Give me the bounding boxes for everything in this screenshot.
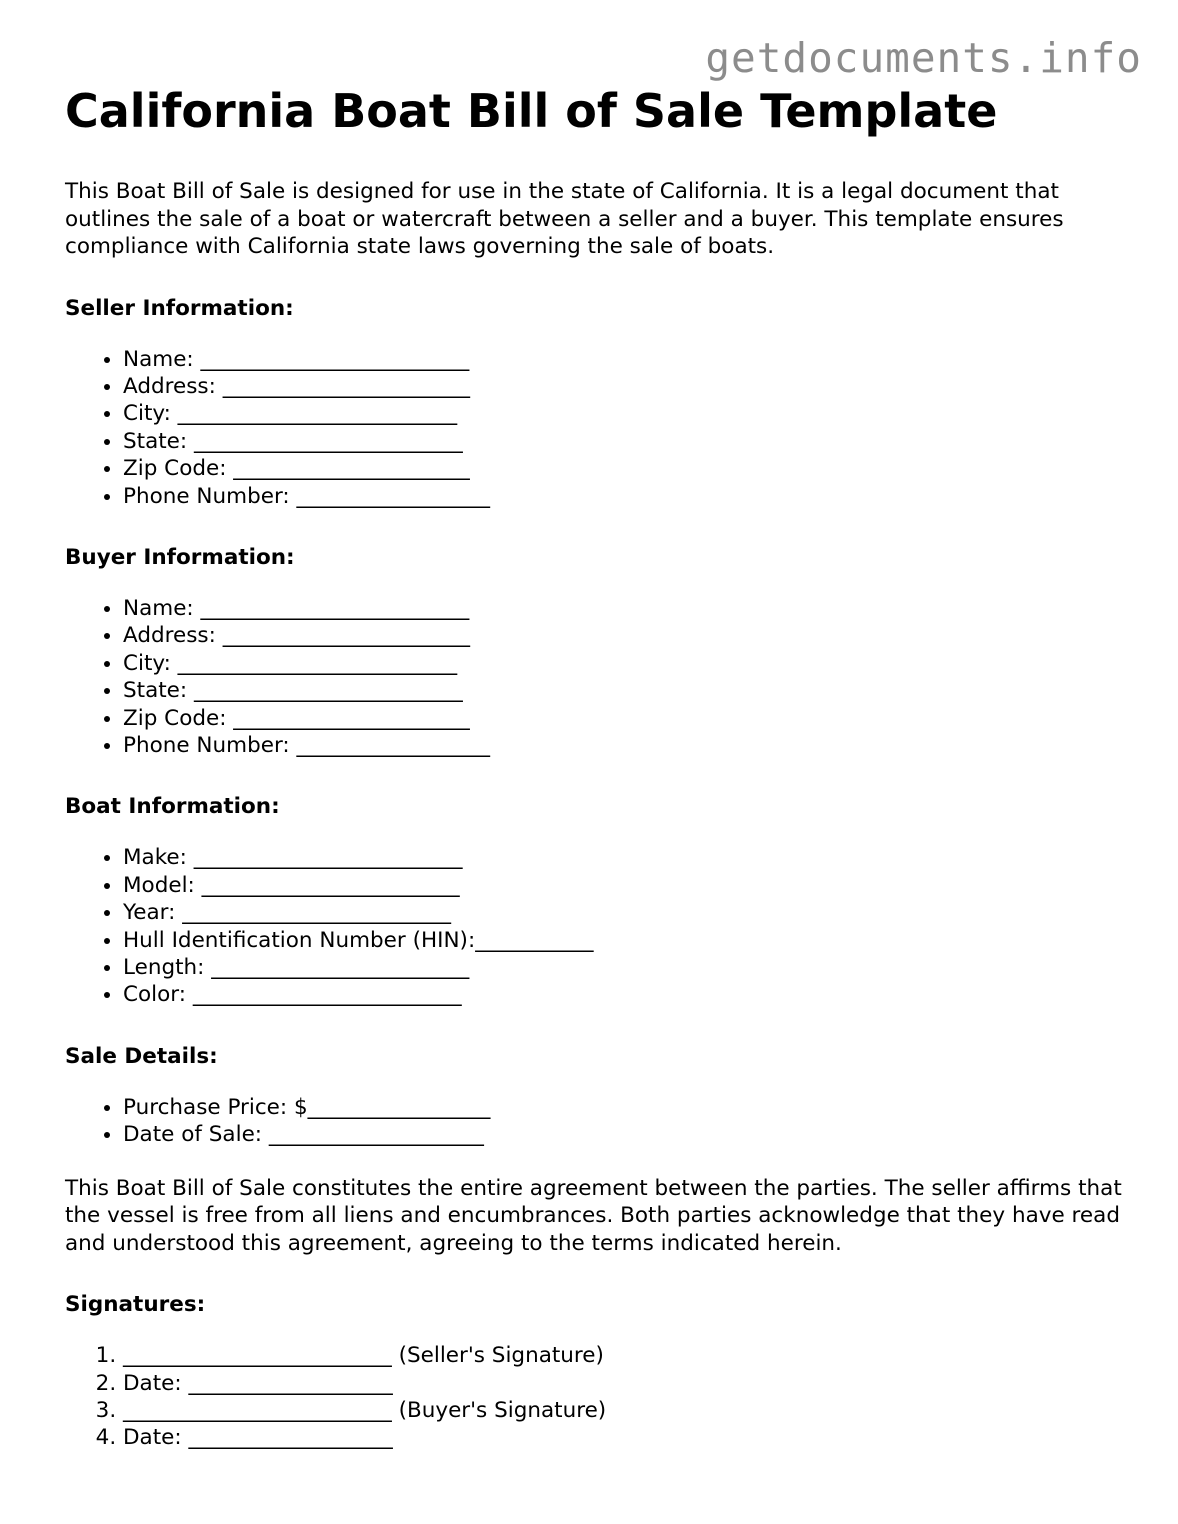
buyer-signature-date: 4. Date: ___________________ bbox=[123, 1424, 1125, 1451]
date-of-sale-field: • Date of Sale: ____________________ bbox=[123, 1121, 1125, 1148]
seller-heading: Seller Information: bbox=[65, 295, 294, 321]
boat-make-field: • Make: _________________________ bbox=[123, 844, 1125, 871]
buyer-heading: Buyer Information: bbox=[65, 544, 295, 570]
seller-phone-field: • Phone Number: __________________ bbox=[123, 483, 1125, 510]
intro-paragraph: This Boat Bill of Sale is designed for use in the state of California. It is a legal document that outlines the sale of a boat or watercraft between a seller and a buyer. This template ensures compliance with California state laws governing the sale of boats. bbox=[65, 179, 1064, 259]
seller-address-field: • Address: _______________________ bbox=[123, 373, 1125, 400]
boat-heading: Boat Information: bbox=[65, 794, 280, 820]
boat-length-field: • Length: ________________________ bbox=[123, 954, 1125, 981]
seller-state-field: • State: _________________________ bbox=[123, 428, 1125, 455]
signatures-list bbox=[65, 1342, 1125, 1452]
signatures-heading: Signatures: bbox=[65, 1292, 206, 1318]
seller-zip-field: • Zip Code: ______________________ bbox=[123, 455, 1125, 482]
boat-year-field: • Year: _________________________ bbox=[123, 899, 1125, 926]
boat-color-field: • Color: _________________________ bbox=[123, 981, 1125, 1008]
watermark: getdocuments.info bbox=[705, 34, 1142, 82]
seller-signature-date: 2. Date: ___________________ bbox=[123, 1370, 1125, 1397]
boat-model-field: • Model: ________________________ bbox=[123, 872, 1125, 899]
buyer-address-field: • Address: _______________________ bbox=[123, 622, 1125, 649]
buyer-signature-line: 3. _________________________ (Buyer's Signature) bbox=[123, 1397, 1125, 1424]
seller-fields-list bbox=[65, 346, 1125, 510]
seller-city-field: • City: __________________________ bbox=[123, 400, 1125, 427]
document-title: California Boat Bill of Sale Template bbox=[65, 84, 998, 138]
document-page bbox=[65, 84, 1125, 1452]
sale-fields-list bbox=[65, 1094, 1125, 1149]
seller-name-field: • Name: _________________________ bbox=[123, 346, 1125, 373]
buyer-state-field: • State: _________________________ bbox=[123, 677, 1125, 704]
boat-hin-field: • Hull Identification Number (HIN):___________ bbox=[123, 927, 1125, 954]
buyer-name-field: • Name: _________________________ bbox=[123, 595, 1125, 622]
buyer-phone-field: • Phone Number: __________________ bbox=[123, 732, 1125, 759]
purchase-price-field: • Purchase Price: $_________________ bbox=[123, 1094, 1125, 1121]
buyer-city-field: • City: __________________________ bbox=[123, 650, 1125, 677]
boat-fields-list bbox=[65, 844, 1125, 1008]
agreement-paragraph: This Boat Bill of Sale constitutes the entire agreement between the parties. The seller affirms that the vessel is free from all liens and encumbrances. Both parties acknowledge that they have read and understood this agreement, agreeing to the terms indicated herein. bbox=[65, 1175, 1122, 1256]
buyer-zip-field: • Zip Code: ______________________ bbox=[123, 705, 1125, 732]
seller-signature-line: 1. _________________________ (Seller's Signature) bbox=[123, 1342, 1125, 1369]
buyer-fields-list bbox=[65, 595, 1125, 759]
sale-heading: Sale Details: bbox=[65, 1043, 218, 1069]
